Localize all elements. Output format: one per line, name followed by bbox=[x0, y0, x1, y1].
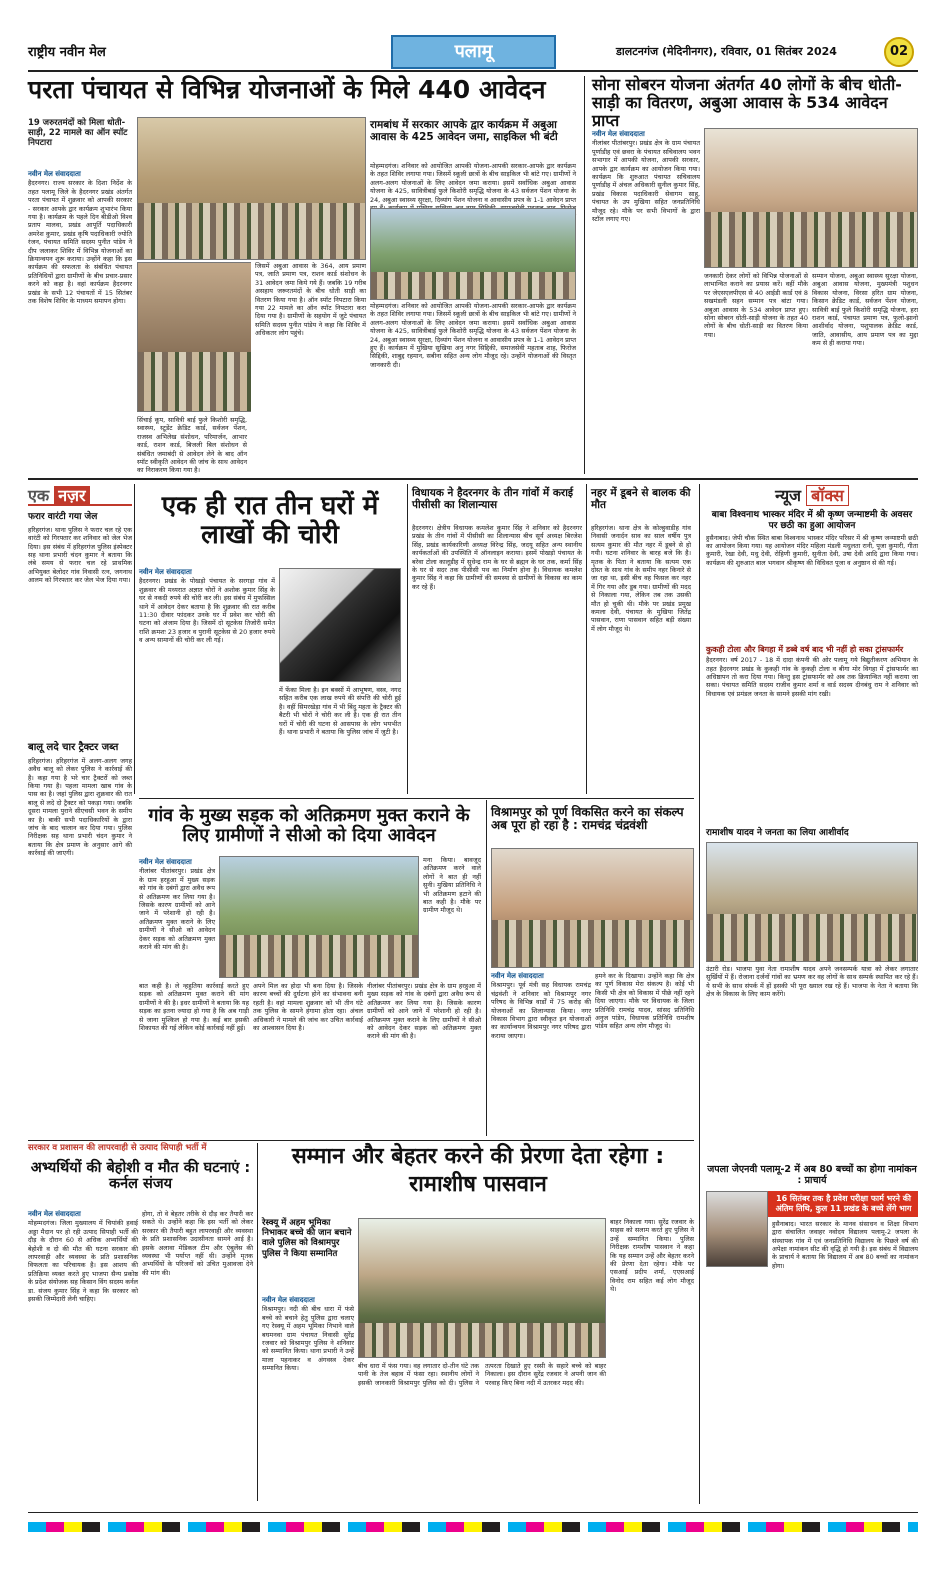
divider-a6 bbox=[586, 484, 587, 794]
body-a7-col5: नीलांबर पीतांबरपुर। प्रखंड क्षेत्र के ग्राम हरहुआ में मुख्य सड़क को गांव के दबंगों द्वारा अवैध रूप से अतिक्रमण कर लिया गया है। जिसके कारण ग्रामीणों को आने जाने में परेशानी हो रही है। अतिक्रमण मुक्त कराने के लिए ग्रामीणों ने सीओ को आवेदन देकर सड़क को अतिक्रमण मुक्त कराने की मांग की है। bbox=[367, 982, 481, 1041]
byline-a3: नवीन मेल संवाददाता bbox=[592, 130, 645, 138]
header-rule bbox=[28, 70, 918, 72]
byline-a4: नवीन मेल संवाददाता bbox=[139, 568, 192, 576]
body-a9-col2: होगा, तो वे बेहतर तरीके से दौड़ कर तैयारी कर सकते थे। उन्होंने कहा कि इस भर्ती को लेकर सरकार की तैयारी बहुत लापरवाही और व्यवस्था के प्रति प्रशासनिक उदासीनता सामने आई है। इसके अलावा मेडिकल टीम और एंबुलेंस की व्यवस्था भी पर्याप्त नहीं थी। उन्होंने मृतक अभ्यर्थियों के परिजनों को उचित मुआवजा देने की मांग की। bbox=[142, 1210, 253, 1277]
body-a6: हरिहरगंज। थाना क्षेत्र के कोल्हुवाडीह गांव निवासी जनार्दन साव का साल वर्षीय पुत्र सत्यम कुमार की मौत नहर में डूबने से हो गयी। घटना शनिवार के बारह बजे कि है। मृतक के पिता ने बताया कि सत्यम एक दोस्त के साथ गांव के समीप नहर किनारे से जा रहा था, इसी बीच वह फिसल कर नहर में गिर गया और डूब गया। ग्रामीणों की मदद से निकाला गया, लेकिन तब तक उसकी मौत हो चुकी थी। मौके पर प्रखंड प्रमुख कमला देवी, पंचायत के मुखिया जितेंद्र पासवान, राणा पासवान सहित बड़ी संख्या में लोग मौजूद थे। bbox=[591, 524, 691, 633]
headline-a6: नहर में डूबने से बालक की मौत bbox=[591, 487, 691, 511]
divider-a5 bbox=[407, 484, 408, 794]
body-a10-col2: बीच धारा में फंस गया। वह लगातार दो-तीन घंटे तक पानी के तेज बहाव में फंसा रहा। स्थानीय लोगों ने इसकी जानकारी विश्रामपुर पुलिस को दी। पुलिस ने तत्परता दिखाते हुए रस्सी के सहारे बच्चे को बाहर निकाला। इस दौरान सुरेंद्र रजवार ने अपनी जान की परवाह किए बिना नदी में उतरकर मदद की। bbox=[358, 1362, 606, 1387]
ek-nazar-label-b: नज़र bbox=[54, 486, 89, 505]
section-banner bbox=[391, 35, 556, 69]
news-box-text-3: उंटारी रोड। भाजपा युवा नेता रामाशीष यादव अपने जनसम्पर्क यात्रा को लेकर लगातार सुर्खियों में हैं। रोजाना दर्जनों गांवों का भ्रमण कर वह लोगों के साथ सम्पर्क स्थापित कर रहे हैं। ये सभी के साथ संपर्क में हों इसकी भी पूरा ख्याल रख रहे हैं। भाजपा के नेता ने बताया कि क्षेत्र के विकास के लिए काम करेंगे। bbox=[706, 964, 918, 999]
divider-a8 bbox=[486, 800, 487, 1136]
body-a1-col1 bbox=[28, 170, 132, 470]
photo-a4-thief bbox=[279, 568, 401, 682]
text-a1-1: हैदरनगर। राज्य सरकार के दिशा निर्देश के तहत पलामू जिले के हैदरनगर प्रखंड अंतर्गत परता पंचायत में शुक्रवार को आपकी सरकार - सरकार आपके द्वार कार्यक्रम शुभारंभ किया गया है। कार्यक्रम के पहले दिन बीडीओ विश्व प्रताप मालवा, प्रखंड आपूर्ति पदाधिकारी अमरेश कुमार, प्रखंड कृषि पदाधिकारी ज्योति रंजन, पंचायत समिति सदस्य पुनीत पांडेय ने दीप जलाकर शिविर में विभिन्न योजनाओं का क्रियान्वयन शुरू कराया। उन्होंने कहा कि इस कार्यक्रम की सफलता के संबंधित पंचायत प्रतिनिधियों द्वारा ग्रामीणों के बीच प्रचार-प्रसार करने को कहा है। वहां कार्यक्रम हैदरनगर प्रखंड के सभी 12 पंचायतों में 15 सितंबर तक विशेष शिविर के माध्यम समापन होगा। bbox=[28, 179, 132, 306]
news-box-text-1: हुसैनाबाद। जेपी चौक स्थित बाबा विश्वनाथ भास्कर मंदिर परिसर में श्री कृष्ण जन्माष्टमी छठी का आयोजन किया गया। यह आयोजन मंदिर महिला मंडली मधुलता रानी, पूजा कुमारी, गीता कुमारी, रेखा देवी, मधु देवी, रोहिणी कुमारी, सुनीता देवी, उषा देवी आदि द्वारा किया गया। कार्यक्रम की शुरुआत बाल भगवान श्रीकृष्ण की विधिवत पूजा व अनुष्ठान से की गई। bbox=[706, 533, 918, 567]
headline-a9: अभ्यर्थियों की बेहोशी व मौत की घटनाएं : कर्नल संजय bbox=[30, 1160, 251, 1193]
news-box-title-4: जपला जेएनवी पलामू-2 में अब 80 बच्चों का होगा नामांकन : प्राचार्य bbox=[707, 1163, 917, 1187]
news-box-title-3: रामाशीष यादव ने जनता का लिया आशीर्वाद bbox=[706, 828, 849, 839]
body-a8-col1 bbox=[491, 972, 591, 1136]
news-box bbox=[699, 484, 918, 1504]
text-a10-1: विश्रामपुर। नदी की बीच धारा में फंसे बच्चे को बचाने हेतु पुलिस द्वारा चलाए गए रेस्क्यू में अहम भूमिका निभाने वाले बघमनवा ग्राम पंचायत निवासी सुरेंद्र रजवार को विश्रामपुर पुलिस ने शनिवार को सम्मानित किया। थाना प्रभारी ने उन्हें माला पहनाकर व अंगवस्त्र देकर सम्मानित किया। bbox=[262, 1305, 354, 1373]
section-rule-2 bbox=[139, 798, 694, 799]
news-box-label-a: न्यूज bbox=[775, 486, 802, 505]
headline-a10: सम्मान और बेहतर करने की प्रेरणा देता रहेगा : रामाशीष पासवान bbox=[291, 1144, 665, 1197]
news-box-text-4: हुसैनाबाद। भारत सरकार के मानव संसाधन व शिक्षा विभाग द्वारा संचालित जवाहर नवोदय विद्यालय पलामू-2 जपला के संस्थापक गांव में एवं जनप्रतिनिधि विद्यालय के पिछले वर्ष की अपेक्षा नामांकन सीट की वृद्धि हो गयी है। इस संबंध में विद्यालय के प्राचार्य ने बताया कि विद्यालय में अब 80 बच्चों का नामांकन होगा। bbox=[772, 1219, 918, 1270]
body-a4-col2: में फेंका मिला है। इन बक्सों में आभूषण, वस्त्र, नगद सहित करीब एक लाख रुपये की संपत्ति की चोरी हुई है। वहीं सिमरखेड़ा गांव में भी बिंदु महता के ट्रैक्टर की बैटरी भी चोरों ने चोरी कर ली है। एक ही रात तीन घरों में चोरी की घटना से आसपास के लोग भयभीत हैं। थाना प्रभारी ने बताया कि पुलिस जांच में जुटी है। bbox=[279, 686, 401, 737]
notice-banner: 16 सितंबर तक है प्रवेश परीक्षा फार्म भरने की अंतिम तिथि, कुल 11 प्रखंड के बच्चे लेंगे भाग bbox=[706, 1191, 918, 1217]
headline-a1: परता पंचायत से विभिन्न योजनाओं के मिले 440 आवेदन bbox=[28, 75, 546, 104]
text-a3-1: नीलांबर पीतांबरपुर। प्रखंड क्षेत्र के ग्राम पंचायत पूर्णाडीह एवं छवरा के पंचायत सचिवालय भवन सभागार में आपकी योजना, आपकी सरकार, आपके द्वार कार्यक्रम का आयोजन किया गया। कार्यक्रम कि शुरुआत पंचायत सचिवालय पूर्णाडीह में अंचल अधिकारी सुनील कुमार सिंह, प्रखंड विकास पदाधिकारी सेवागम साहु, पंचायत के उप मुखिया सहित जनप्रतिनिधि मौजूद रहे। मौके पर सभी विभागों के द्वारा स्टॉल लगाए गए। bbox=[592, 139, 700, 224]
section-title: पलामू bbox=[454, 41, 493, 62]
body-a1-col2: सिंचाई कूप, सावित्री बाई फुले किशोरी समृद्धि, स्वास्थ्य, स्टूडेंट क्रेडिट कार्ड, सर्वजन पेंशन, राजस्व अभिलेख संशोधन, परिमार्जन, आभार कार्ड, राशन कार्ड, बिजली बिल संशोधन से संबंधित जमाबंदी से आवेदन लेने के बाद ऑन स्पॉट स्वीकृति आवेदन की जांच के साथ आवेदन का निराकरण किया गया है। bbox=[137, 416, 247, 475]
headline-a4: एक ही रात तीन घरों में लाखों की चोरी bbox=[161, 491, 379, 551]
headline-a8: विश्रामपुर को पूर्ण विकसित करने का संकल्प अब पूरा हो रहा है : रामचंद्र चंद्रवंशी bbox=[491, 805, 684, 833]
photo-a3-distribution bbox=[704, 128, 918, 268]
photo-news-box-principal bbox=[706, 1191, 768, 1267]
divider-a3 bbox=[584, 76, 585, 474]
body-a10-col3: बाहर निकाला गया। सुरेंद्र रजवार के साहस को सलाम करते हुए पुलिस ने उन्हें सम्मानित किया। पुलिस निरीक्षक रामशीष पासवान ने कहा कि यह सम्मान उन्हें और बेहतर करने की प्रेरणा देता रहेगा। मौके पर एसआई प्रदीप शर्मा, एएसआई विनोद राम सहित कई लोग मौजूद थे। bbox=[610, 1218, 694, 1294]
body-a2-bottom bbox=[370, 302, 576, 472]
headline-a7: गांव के मुख्य सड़क को अतिक्रमण मुक्त कराने के लिए ग्रामीणों ने सीओ को दिया आवेदन bbox=[148, 805, 470, 847]
text-a2-cont: मोहम्मदगंज। शनिवार को आयोजित आपकी योजना-आपकी सरकार-आपके द्वार कार्यक्रम के तहत शिविर लगाया गया। जिसमें स्कूली छात्रों के बीच साइकिल भी बांटे गए। ग्रामीणों ने अलग-अलग योजनाओं के लिए आवेदन जमा कराया। इसमें सर्वाधिक अबुआ आवास योजना के 425, सावित्रीबाई फुले किशोरी समृद्धि योजना के 43 सर्वजन पेंशन योजना के 24, अबुआ स्वास्थ्य सुरक्षा, दिव्यांग पेंशन योजना व आवासीय प्रपत्र के 1-1 आवेदन प्राप्त हुए हैं। कार्यक्रम में मुखिया सुखिया अनु नगर सिद्दिकी, समाजसेवी महताब शाह, फिरोज सिद्दिकी, शाबुद्द रहमान, सबीना सहित अन्य लोग मौजूद रहे। उन्होंने योजनाओं की विस्तृत जानकारी दी। bbox=[370, 302, 576, 369]
byline-a8: नवीन मेल संवाददाता bbox=[491, 972, 544, 980]
body-a9-col1 bbox=[28, 1210, 138, 1500]
headline-a5: विधायक ने हैदरनगर के तीन गांवों में कराई पीसीसी का शिलान्यास bbox=[412, 487, 574, 511]
body-a7-col2: बात कही है। ले न्हहुतिया कार्रवाई करते हुए सड़क को अतिक्रमण मुक्त कराने की मांग ग्रामीणों ने की है। इधर ग्रामीणों ने बताया कि यह सड़क का इतना ज्यादा हो गया है कि अब गाड़ी से जाना मुश्किल हो गया है। कई बार इसकी शिकायत की गई लेकिन कोई कार्रवाई नहीं हुई। bbox=[139, 982, 249, 1033]
byline-a9: नवीन मेल संवाददाता bbox=[28, 1210, 81, 1218]
footer-rule bbox=[28, 1512, 918, 1513]
news-box-title-1: बाबा विश्वनाथ भास्कर मंदिर में श्री कृष्ण जन्माष्टमी के अवसर पर छठी का हुआ आयोजन bbox=[711, 510, 913, 531]
body-a3-col1 bbox=[592, 130, 700, 472]
ek-nazar-title-2: बालू लदे चार ट्रैक्टर जब्त bbox=[28, 741, 119, 753]
headline-a3: सोना सोबरन योजना अंतर्गत 40 लोगों के बीच धोती-साड़ी का वितरण, अबुआ आवास के 534 आवेदन प्राप्त bbox=[592, 75, 902, 130]
news-box-title-2: कुकही टोला और बिगहा में डब्बे वर्ष बाद भी नहीं हो सका ट्रांसफार्मर bbox=[706, 644, 904, 654]
photo-a1-meeting bbox=[137, 117, 366, 260]
section-rule-3 bbox=[28, 1140, 694, 1141]
byline-a10: नवीन मेल संवाददाता bbox=[262, 1296, 315, 1304]
kicker-a10: रेस्क्यू में अहम भूमिका निभाकर बच्चे की जान बचाने वाले पुलिस को विश्रामपुर पुलिस ने किया सम्मानित bbox=[262, 1218, 352, 1259]
photo-a2-cycles bbox=[370, 208, 576, 300]
body-a7-col3: अपने मिल का होदा भी बना दिया है। जिसके कारण बच्चों की दुर्घटना होने का संभावना बनी रहती है। वहां मामला शुक्रवार को भी तीन घंटे तक पुलिस के सामने हंगामा होता रहा। अंचल अधिकारी ने मामले की जांच कर उचित कार्रवाई का आश्वासन दिया है। bbox=[253, 982, 363, 1033]
body-a3-col3: सम्मान योजना, अबुआ स्वास्थ्य सुरक्षा योजना, अबुआ आवास योजना, मुख्यमंत्री पशुधन विकास योजना, विरसा हरित ग्राम योजना, किसान क्रेडिट कार्ड, सर्वजन पेंशन योजना, सावित्री बाई फुले किशोरी समृद्धि योजना, हरा राशन कार्ड, पंचायत प्रमाण पत्र, फूलो-झानो आशीर्वाद योजना, पशुपालक क्रेडिट कार्ड, जाति, आवासीय, आय प्रमाण पत्र का मुद्दा कम से ही कराया गया। bbox=[812, 272, 918, 348]
dateline: डालटनगंज (मेदिनीनगर), रविवार, 01 सितंबर 2024 bbox=[616, 45, 837, 58]
masthead bbox=[28, 35, 918, 69]
byline-a7: नवीन मेल संवाददाता bbox=[139, 858, 192, 866]
body-a7-col4: मना किया। बावजूद अतिक्रमण करने वाले लोगों ने बात ही नहीं सुनी। मुखिया प्रतिनिधि ने भी अतिक्रमण हटाने की बात कही है। मौके पर ग्रामीण मौजूद थे। bbox=[423, 856, 481, 915]
text-a9-1: मोहम्मदगंज। जिला मुख्यालय में चियांकी हवाई अड्डा मैदान पर हो रही उत्पाद सिपाही भर्ती की दौड़ के दौरान 60 से अधिक अभ्यर्थियों की बेहोशी व दो की मौत की घटना सरकार की लापरवाही और व्यवस्था के प्रति प्रशासनिक विफलता का परिचायक है। इस आशय की प्रतिक्रिया व्यक्त करते हुए भाजपा सैन्य प्रकोष्ठ के प्रदेश संयोजक सह किसान विंग सदस्य कर्नल डा. संजय कुमार सिंह ने कहा कि सरकार को इसकी जिम्मेदारी लेनी चाहिए। bbox=[28, 1219, 138, 1304]
body-a3-col2: जनकारी देकर लोगों को विभिन्न योजनाओं से लाभान्वित कराने का प्रयास करें। वहीं मौके पर जेएसएलपीएस से 40 आईडी कार्ड एवं 8 सखमंडली सहन सम्मान पत्र बांटा गया। अबुआ आवास के 534 आवेदन प्राप्त हुए। सोना सोबरन धोती-साड़ी योजना के तहत 40 लोगों के बीच धोती-साड़ी का वितरण किया गया। bbox=[704, 272, 808, 339]
photo-news-box-group bbox=[706, 842, 918, 962]
news-box-text-2: हैदरनगर। वर्ष 2017 - 18 में दादा कंपनी की ओर पलामू गये बिद्युतीकरण अभियान के तहत हैदरनगर प्रखंड के कुकही गांव के कुकही टोला व बीगा मोर विगहा में ट्रांसफार्मर का अधिष्ठापन तो करा दिया गया। किन्तु इस ट्रांसफार्मर को अब तक क्रियान्वित नहीं कराया जा सका। पंचायत समिति सदस्य राजीव कुमार शर्मा व वार्ड सदस्य दीनबंधु राम ने शनिवार को विधायक एवं प्रमंडल जनता के सामने इसकी मांग रखी। bbox=[706, 656, 918, 698]
kicker-a1: 19 जरुरतमंदों को मिला धोती-साड़ी, 22 मामले का ऑन स्पॉट निपटारा bbox=[28, 118, 128, 149]
footer-color-bar bbox=[28, 1522, 918, 1532]
ek-nazar-label-a: एक bbox=[28, 486, 50, 505]
body-a7-col1 bbox=[139, 858, 215, 978]
headline-a2: रामबांध में सरकार आपके द्वार कार्यक्रम में अबुआ आवास के 425 आवेदन जमा, साइकिल भी बंटी bbox=[370, 119, 558, 143]
news-box-label-b: बॉक्स bbox=[806, 485, 849, 506]
body-a2-top: मोहम्मदगंज। शनिवार को आयोजित आपकी योजना-आपकी सरकार-आपके द्वार कार्यक्रम के तहत शिविर लगाया गया। जिसमें स्कूली छात्रों के बीच साइकिल भी बांटे गए। ग्रामीणों ने अलग-अलग योजनाओं के लिए आवेदन जमा कराया। इसमें सर्वाधिक अबुआ आवास योजना के 425, सावित्रीबाई फुले किशोरी समृद्धि योजना के 43 सर्वजन पेंशन योजना के 24, अबुआ स्वास्थ्य सुरक्षा, दिव्यांग पेंशन योजना व आवासीय प्रपत्र के 1-1 आवेदन प्राप्त bbox=[370, 162, 576, 204]
photo-a8-ceremony bbox=[491, 848, 694, 968]
photo-a10-honour bbox=[358, 1218, 606, 1358]
photo-a7-villagers bbox=[219, 856, 419, 978]
body-a4-col1 bbox=[139, 568, 275, 794]
divider-left bbox=[134, 484, 135, 794]
body-a1-col3: जिसमें अबुआ आवास के 364, आय प्रमाण पत्र, जाति प्रमाण पत्र, राशन कार्ड संशोधन के 31 आवेदन जमा किये गये हैं। जबकि 19 गरीब असहाय जरूरतमंदों के बीच धोती साड़ी का वितरण किया गया है। ऑन स्पॉट निपटारा किया गया 22 मामले का ऑन स्पॉट निपटारा करा दिया गया है। ग्रामीणों के सहयोग में जुटे पंचायत समिति सदस्य पुनीत पांडेय ने कहा कि शिविर में अधिकतर लोग पहुंचे। bbox=[251, 262, 366, 472]
ek-nazar-title-1: फरार वारंटी गया जेल bbox=[28, 512, 98, 522]
paper-name: राष्ट्रीय नवीन मेल bbox=[28, 45, 106, 60]
ek-nazar-header bbox=[28, 484, 132, 506]
ek-nazar-text-2: हरिहरगंज। हरिहरगंज में अलग-अलग जगह अवैध बालू को लेकर पुलिस ने कार्रवाई की है। कहा गया है भरे चार ट्रैक्टरों को जब्त किया गया है। पहला मामला खाब गांव के पास का है। जहां पुलिस द्वारा शुक्रवार की रात बालू से लदे दो ट्रैक्टर को पकड़ा गया। जबकि दूसरा मामला पुराने सीएचसी भवन के समीप का है। बाकी सभी पदाधिकारियों के द्वारा जांच के बाद चालान कर दिया गया। पुलिस निरीक्षक सह थाना प्रभारी चंदन कुमार ने बताया कि क्षेत्र प्रमाण के अनुसार आगे की कार्रवाई की जाएगी। bbox=[28, 756, 132, 858]
news-box-header bbox=[706, 484, 918, 506]
section-rule-1 bbox=[28, 478, 918, 480]
text-a7-1: नीलांबर पीतांबरपुर। प्रखंड क्षेत्र के ग्राम हरहुआ में मुख्य सड़क को गांव के दबंगों द्वारा अवैध रूप से अतिक्रमण कर लिया गया है। जिसके कारण ग्रामीणों को आने जाने में परेशानी हो रही है। अतिक्रमण मुक्त कराने के लिए ग्रामीणों ने सीओ को आवेदन देकर सड़क को अतिक्रमण मुक्त कराने की मांग की है। bbox=[139, 867, 215, 952]
text-a4-1: हैदरनगर। प्रखंड के पोखड़ो पंचायत के सरगड़ा गांव में शुक्रवार की मध्यरात अज्ञात चोरों ने अशोक कुमार सिंह के घर से नकदी रुपये की चोरी कर ली। इस संबंध में मुफस्सिल थाने में आवेदन देकर बताया है कि शुक्रवार की रात करीब 11:30 दीवार फांदकर उनके घर में प्रवेश कर चोरी की घटना को अंजाम दिया है। जिसमें दो सूटकेस तिजोरी समेत राशि क्रमशः 23 हजार व पुरानी सूटकेस से 20 हजार रुपये व अन्य सामानों की चोरी कर ली गई। bbox=[139, 577, 275, 645]
text-a8-1: विश्रामपुर। पूर्व मंत्री सह विधायक रामचंद्र चंद्रवंशी ने शनिवार को विश्रामपुर नगर परिषद के विभिन्न वार्डों में 75 करोड़ की योजनाओं का शिलान्यास किया। नगर विकास विभाग द्वारा स्वीकृत इन योजनाओं का कार्यान्वयन विश्रामपुर नगर परिषद द्वारा कराया जाएगा। bbox=[491, 981, 591, 1040]
byline-a1: नवीन मेल संवाददाता bbox=[28, 170, 81, 178]
page-number: 02 bbox=[884, 37, 914, 67]
kicker-a9: सरकार व प्रशासन की लापरवाही से उत्पाद सिपाही भर्ती में bbox=[28, 1143, 207, 1153]
body-a5: हैदरनगर। क्षेत्रीय विधायक कमलेश कुमार सिंह ने शनिवार को हैदरनगर प्रखंड के तीन गांवों में पीसीसी का शिलान्यास बीच सूर्य अध्यक्ष बिरजेश सिंह, प्रखंड कार्यकारिणी अध्यक्ष विरेन्द्र सिंह, जदयू सहित अन्य स्थानीय कार्यकर्ताओं की उपस्थिति में ऑनलाइन कराया। इसमें पोखड़ो पंचायत के बरेवा टोला कालूडीह में सुधेन्द्र राम के घर से ब्रह्मन के घर तक, कर्मा सिंह के घर से सदर तक पीसीसी पथ का निर्माण होना है। विधायक कमलेश कुमार सिंह ने कहा कि ग्रामीणों की समस्या से ग्रामीणों के विकास का काम कर रहे हैं। bbox=[412, 524, 582, 591]
divider-a10 bbox=[257, 1143, 258, 1501]
body-a10-col1 bbox=[262, 1296, 354, 1500]
body-a8-col2: हमने कर के दिखाया। उन्होंने कहा कि क्षेत्र का पूर्ण विकास मेरा संकल्प है। कोई भी किसी भी क्षेत्र को विकास में पीछे नहीं रहने दिया जाएगा। मौके पर विधायक के जिला प्रतिनिधि रामचंद्र यादव, सांसद प्रतिनिधि अनुज पांडेय, विधायक प्रतिनिधि रामशीष पांडेय सहित अन्य लोग मौजूद थे। bbox=[595, 972, 694, 1031]
ek-nazar-text-1: हरिहरगंज। थाना पुलिस ने फरार चल रहे एक वारंटी को गिरफ्तार कर शनिवार को जेल भेज दिया। इस संबंध में हरिहरगंज पुलिस इंस्पेक्टर सह थाना प्रभारी चंदन कुमार ने बताया कि लंबे समय से फरार चल रहे प्राथमिक अभियुक्त बेलोदर गांव निवासी रत्न, जगनाथ आलम को गिरफ्तार कर जेल भेज दिया गया। bbox=[28, 525, 132, 585]
